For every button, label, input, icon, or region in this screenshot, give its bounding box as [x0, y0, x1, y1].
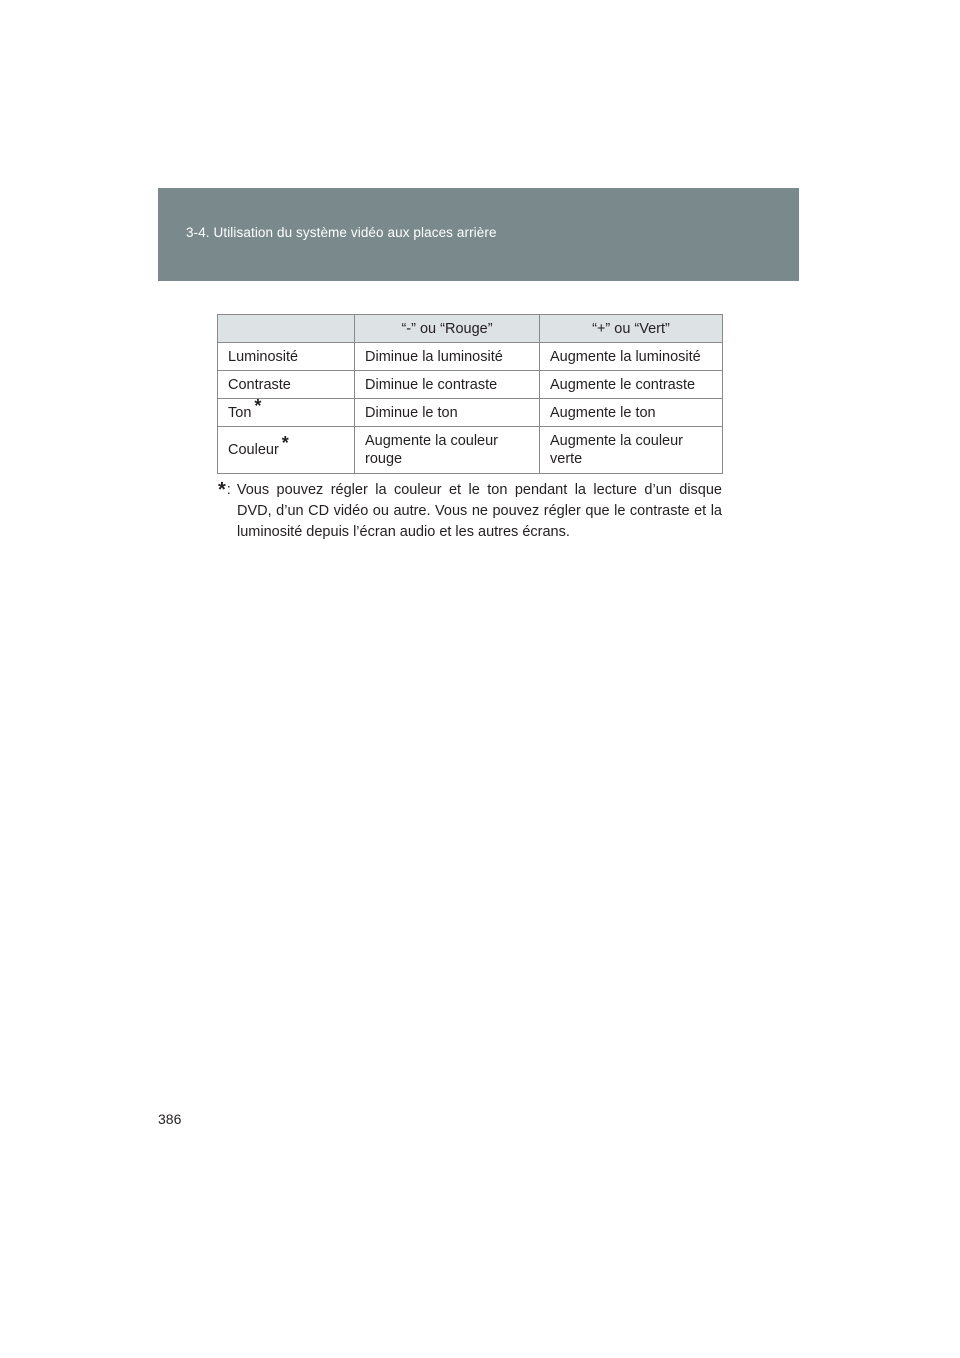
section-title: 3-4. Utilisation du système vidéo aux places arrière — [186, 225, 497, 240]
asterisk-icon: * — [281, 433, 289, 453]
table-row — [218, 399, 723, 427]
row-label — [218, 343, 355, 371]
table-row — [218, 427, 723, 474]
table-row — [218, 371, 723, 399]
table-header-empty — [218, 315, 355, 343]
row-plus-cell: Augmente la couleur verte — [540, 427, 723, 474]
row-minus-cell: Diminue la luminosité — [355, 343, 540, 371]
table-row — [218, 343, 723, 371]
table-header-minus-red: “-” ou “Rouge” — [355, 315, 540, 343]
row-label — [218, 427, 355, 474]
row-plus-cell: Augmente le ton — [540, 399, 723, 427]
row-label-text: Ton — [228, 404, 252, 421]
footnote-text-rest: DVD, d’un CD vidéo ou autre. Vous ne pouvez régler que le contraste et la luminosité depuis l’écran audio et les autres écrans. — [237, 503, 722, 540]
row-label — [218, 395, 355, 427]
picture-settings-table — [217, 314, 723, 474]
footnote-colon: : — [226, 482, 231, 498]
section-header-band — [158, 188, 799, 281]
footnote-text-line1: Vous pouvez régler la couleur et le ton pendant la lecture d’un disque — [236, 482, 722, 498]
table-header-plus-green: “+” ou “Vert” — [540, 315, 723, 343]
row-label — [218, 371, 355, 399]
footnote-first-line: * : Vous pouvez régler la couleur et le ton pendant la lecture d’un disque — [218, 479, 722, 501]
row-plus-cell: Augmente le contraste — [540, 371, 723, 399]
row-minus-cell: Diminue le contraste — [355, 371, 540, 399]
row-label-text: Luminosité — [228, 348, 299, 365]
row-minus-cell: Diminue le ton — [355, 399, 540, 427]
footnote — [218, 480, 722, 543]
row-minus-cell: Augmente la couleur rouge — [355, 427, 540, 474]
row-label-text: Contraste — [228, 376, 291, 393]
page-number: 386 — [158, 1111, 182, 1127]
row-plus-cell: Augmente la luminosité — [540, 343, 723, 371]
row-label-text: Couleur — [228, 442, 279, 458]
table-header-row — [218, 315, 723, 343]
asterisk-icon: * — [254, 395, 262, 416]
